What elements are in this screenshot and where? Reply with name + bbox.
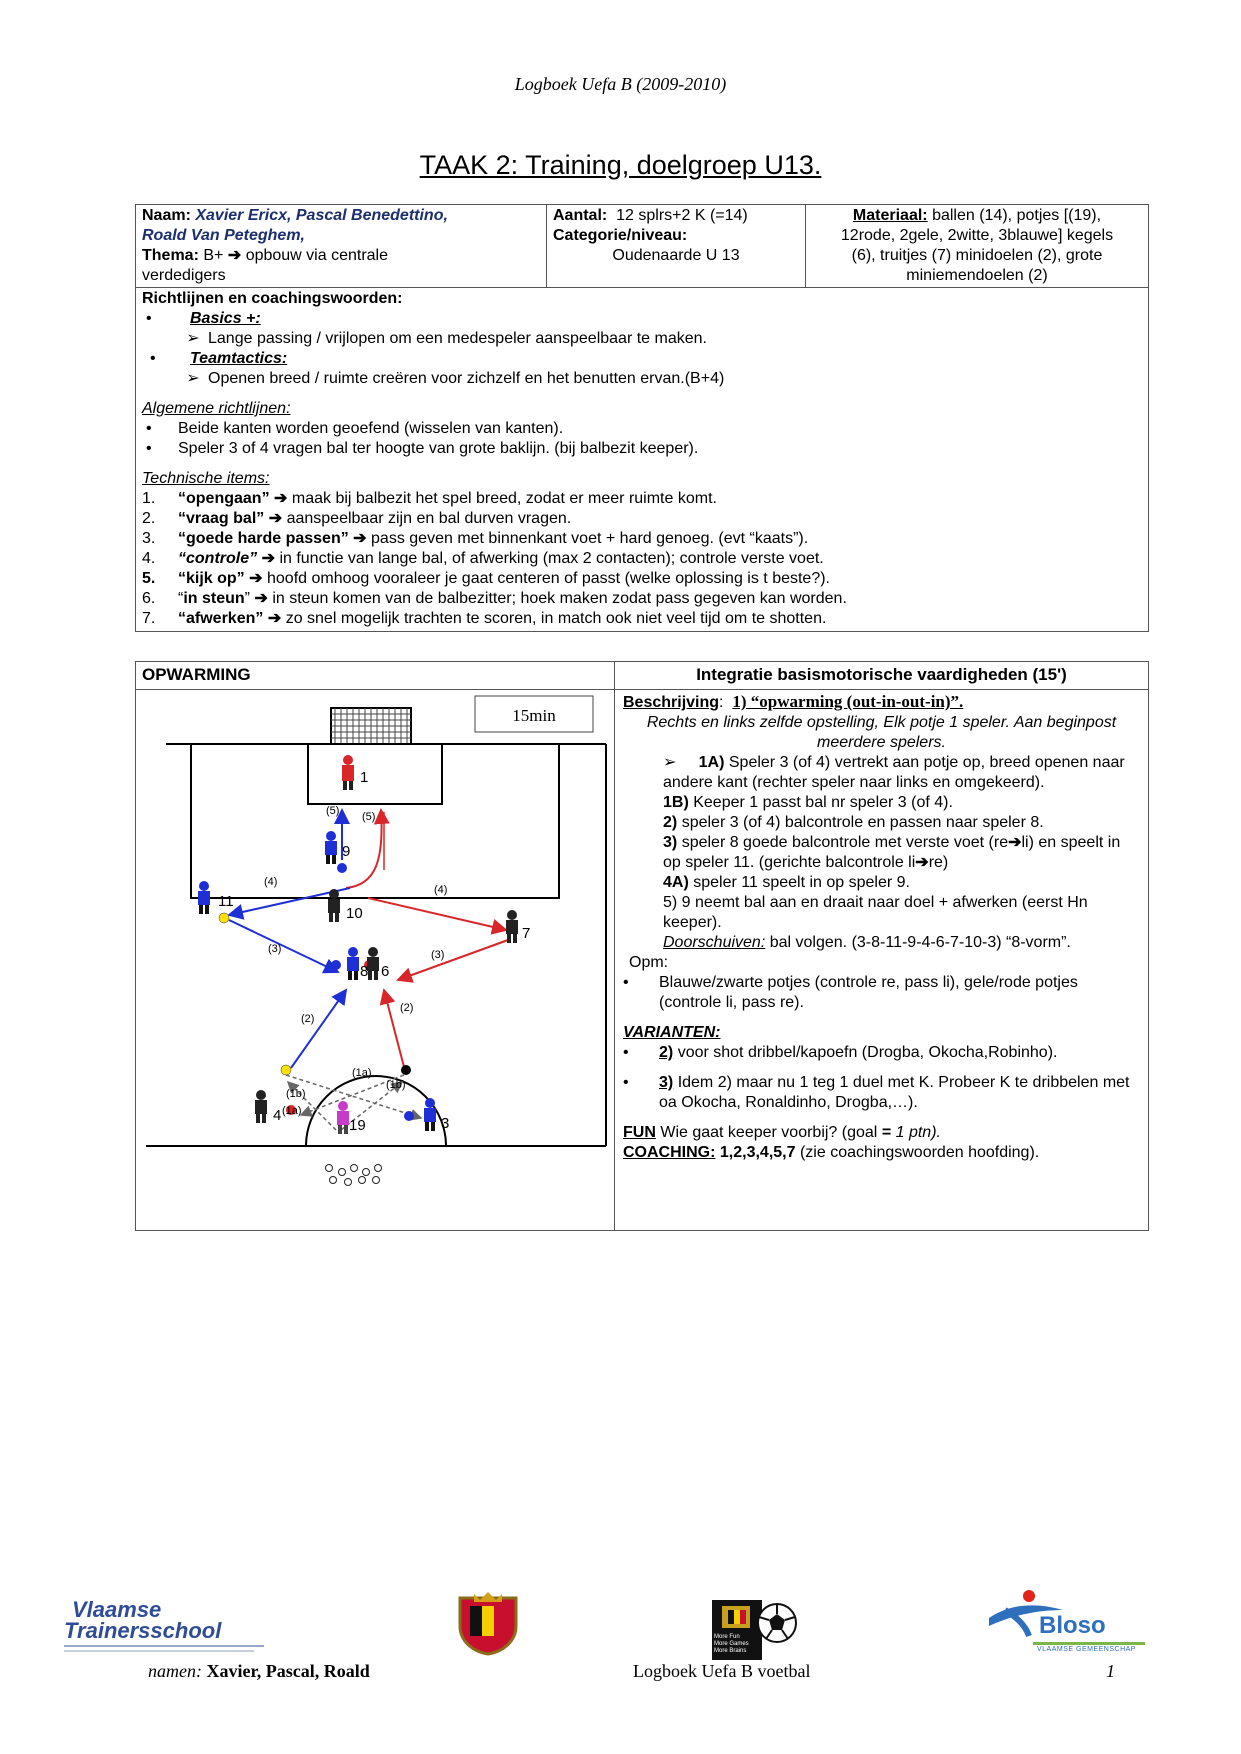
more-fun-logo [712, 1600, 802, 1660]
thema-label: Thema: [142, 247, 199, 264]
label-player-7: 7 [522, 925, 531, 942]
doorschuiven-label: Doorschuiven: [663, 934, 766, 951]
opm-label: Opm: [629, 954, 669, 971]
goal-net [331, 708, 411, 744]
variant-item [623, 1043, 1140, 1063]
variant-text: Idem 2) maar nu 1 teg 1 duel met K. Probeer K te dribbelen met oa Okocha, Ronaldinho, Drogba,…). [659, 1074, 1130, 1111]
item-key: “goede harde passen” [178, 530, 349, 547]
arrowhead-bullet-icon: ➢ [186, 370, 200, 387]
algemene-item: Speler 3 of 4 vragen bal ter hoogte van grote baklijn. (bij balbezit keeper). [178, 440, 699, 457]
beschrijving-label: Beschrijving [623, 694, 720, 711]
label-player-6: 6 [381, 963, 390, 980]
soccer-ball-icon [756, 1602, 798, 1644]
player-keeper [342, 755, 354, 790]
step-5: 5) 9 neemt bal aan en draait naar doel + afwerken (eerst Hn keeper). [663, 894, 1088, 931]
bullet-icon: • [146, 440, 152, 457]
step-1b: Keeper 1 passt bal nr speler 3 (of 4). [693, 794, 953, 811]
teamtactics-item: Openen breed / ruimte creëren voor zichzelf en het benutten ervan.(B+4) [208, 370, 725, 387]
label-pass-3-left: (3) [268, 943, 282, 955]
player-6 [367, 947, 379, 980]
player-11 [198, 881, 210, 914]
footer-names [148, 1661, 370, 1682]
item-key-close-quote: ” [244, 590, 250, 607]
thema-value-a: B+ [203, 247, 224, 264]
logo-vt-underline [64, 1650, 254, 1652]
step-1a: Speler 3 (of 4) vertrekt aan potje op, breed openen naar andere kant (rechter speler naar links en omgekeerd). [663, 754, 1125, 791]
bloso-logo [985, 1588, 1155, 1658]
step-4a-label: 4A) [663, 874, 689, 891]
bullet-icon: • [623, 1044, 629, 1061]
running-head: Logboek Uefa B (2009-2010) [514, 74, 727, 94]
label-pass-2-left: (2) [301, 1013, 315, 1025]
step-2-label: 2) [663, 814, 678, 831]
item-number: 5. [142, 570, 156, 587]
label-pass-1a-left: (1a) [282, 1105, 302, 1117]
richtlijnen-heading: Richtlijnen en coachingswoorden: [142, 290, 403, 307]
materiaal-value-3: (6), truitjes (7) minidoelen (2), grote [851, 247, 1103, 264]
logo-bloso-subtext: VLAAMSE GEMEENSCHAP [1037, 1646, 1136, 1653]
label-player-9: 9 [342, 843, 351, 860]
step-4a: speler 11 speelt in op speler 9. [693, 874, 910, 891]
right-arrow-icon: ➔ [915, 854, 929, 871]
varianten-label: VARIANTEN: [623, 1024, 721, 1041]
technische-item [142, 609, 1142, 629]
aantal-cell [547, 205, 806, 288]
right-arrow-icon: ➔ [227, 247, 242, 264]
item-number: 6. [142, 590, 156, 607]
vlaamse-trainersschool-logo [64, 1597, 274, 1652]
item-text: hoofd omhoog vooraleer je gaat centeren of passt (welke oplossing is t beste?). [267, 570, 830, 587]
richtlijnen-cell [136, 288, 1149, 632]
oefening-table [135, 661, 1149, 1231]
item-number: 3. [142, 530, 156, 547]
arrowhead-bullet-icon: ➢ [186, 330, 200, 347]
step-1a-label: 1A) [698, 754, 725, 771]
basics-item: Lange passing / vrijlopen om een medespeler aanspeelbaar te maken. [208, 330, 707, 347]
label-pass-1b-right: (1b) [386, 1079, 406, 1091]
footer-names-value: Xavier, Pascal, Roald [206, 1661, 370, 1681]
item-key: “kijk op” [178, 570, 245, 587]
right-arrow-icon: ➔ [353, 530, 367, 547]
footer-center: Logboek Uefa B voetbal [633, 1661, 811, 1681]
aantal-value: 12 splrs+2 K (=14) [616, 207, 748, 224]
technische-item [142, 489, 1142, 509]
coaching-text: (zie coachingswoorden hoofding). [799, 1144, 1040, 1161]
step-3b: li) en speelt in op speler 11. (gerichte balcontrole li [663, 834, 1121, 871]
naam-label: Naam: [142, 207, 191, 224]
fun-text-a: Wie gaat keeper voorbij? (goal [660, 1124, 878, 1141]
info-table [135, 204, 1149, 632]
item-text: in steun komen van de balbezitter; hoek maken zodat pass gegeven kan worden. [272, 590, 847, 607]
belgian-fa-crest-icon [452, 1590, 524, 1656]
logo-bloso-bar [1033, 1642, 1145, 1645]
item-number: 7. [142, 610, 156, 627]
coaching-label: COACHING: [623, 1144, 716, 1161]
right-arrow-icon: ➔ [268, 510, 283, 527]
beschrijving-cell [615, 690, 1149, 1231]
item-text: zo snel mogelijk trachten te scoren, in match ook niet veel tijd om te shotten. [285, 610, 827, 627]
logo-mf-line2: More Games [714, 1641, 749, 1647]
variant-text: voor shot dribbel/kapoefn (Drogba, Okocha,Robinho). [677, 1044, 1058, 1061]
variant-number: 2) [659, 1044, 674, 1061]
item-text: pass geven met binnenkant voet + hard genoeg. (evt “kaats”). [371, 530, 809, 547]
aantal-label: Aantal: [553, 207, 608, 224]
player-10 [328, 889, 340, 922]
right-arrow-icon: ➔ [254, 590, 268, 607]
footer-names-label: namen: [148, 1661, 202, 1681]
naam-value-1: Xavier Ericx, Pascal Benedettino, [195, 207, 448, 224]
step-3a: speler 8 goede balcontrole met verste voet (re [681, 834, 1009, 851]
bullet-icon: • [146, 310, 152, 327]
label-player-4: 4 [273, 1107, 282, 1124]
page-number: 1 [1106, 1661, 1115, 1681]
algemene-item: Beide kanten worden geoefend (wisselen van kanten). [178, 420, 564, 437]
beschrijving-colon: : [719, 694, 724, 711]
naam-cell [136, 205, 547, 288]
variant-number: 3) [659, 1074, 674, 1091]
beschrijving-intro: Rechts en links zelfde opstelling, Elk potje 1 speler. Aan beginpost meerdere spelers. [646, 714, 1117, 751]
player-7 [506, 910, 518, 943]
time-label: 15min [512, 706, 556, 725]
item-key: “afwerken” [178, 610, 264, 627]
materiaal-cell [806, 205, 1149, 288]
basics-label: Basics +: [190, 310, 261, 327]
materiaal-value-4: miniemendoelen (2) [906, 267, 1048, 284]
player-3 [424, 1098, 436, 1131]
logo-mf-shield-icon [720, 1604, 752, 1630]
label-pass-3-right: (3) [431, 949, 445, 961]
technische-item [142, 529, 1142, 549]
categorie-value: Oudenaarde U 13 [612, 247, 740, 264]
algemene-label: Algemene richtlijnen: [142, 400, 291, 417]
right-arrow-icon: ➔ [274, 490, 288, 507]
label-player-8: 8 [360, 963, 369, 980]
thema-value-c: verdedigers [142, 267, 226, 284]
player-9 [325, 831, 337, 864]
label-pass-4-left: (4) [264, 876, 278, 888]
naam-value-2: Roald Van Peteghem, [142, 227, 305, 244]
item-key: “opengaan” [178, 490, 270, 507]
fun-equals: = [881, 1124, 892, 1141]
logo-bloso-text: Bloso [1039, 1612, 1106, 1639]
materiaal-label: Materiaal: [852, 207, 928, 224]
fun-text-b: 1 ptn). [895, 1124, 941, 1141]
item-key: “vraag bal” [178, 510, 265, 527]
label-player-19: 19 [349, 1117, 366, 1134]
page-title: TAAK 2: Training, doelgroep U13. [419, 150, 822, 180]
technische-item [142, 589, 1142, 609]
fun-label: FUN [623, 1124, 656, 1141]
item-number: 1. [142, 490, 156, 507]
right-arrow-icon: ➔ [249, 570, 263, 587]
step-2: speler 3 (of 4) balcontrole en passen naar speler 8. [681, 814, 1044, 831]
logo-mf-line1: More Fun [714, 1634, 740, 1640]
label-player-11: 11 [218, 893, 234, 910]
item-text: maak bij balbezit het spel breed, zodat er meer ruimte komt. [291, 490, 717, 507]
technische-item [142, 549, 1142, 569]
player-8 [347, 947, 359, 980]
technische-label: Technische items: [142, 470, 270, 487]
right-arrow-icon: ➔ [1008, 834, 1022, 851]
step-3-label: 3) [663, 834, 678, 851]
technische-item [142, 509, 1142, 529]
bullet-icon: • [150, 350, 156, 367]
label-pass-1b-left: (1b) [286, 1088, 306, 1100]
label-pass-2-right: (2) [400, 1002, 414, 1014]
right-arrow-icon: ➔ [267, 610, 282, 627]
variant-item [623, 1073, 1140, 1113]
label-pass-5-left: (5) [326, 805, 340, 817]
coaching-numbers: 1,2,3,4,5,7 [719, 1144, 796, 1161]
item-text: aanspeelbaar zijn en bal durven vragen. [286, 510, 572, 527]
oefening-left-title: OPWARMING [136, 662, 615, 690]
bullet-icon: • [623, 974, 629, 991]
ball-icons [326, 1165, 382, 1186]
beschrijving-title: 1) “opwarming (out-in-out-in)”. [732, 692, 964, 711]
item-number: 2. [142, 510, 156, 527]
logo-mf-line3: More Brains [714, 1648, 747, 1654]
label-player-10: 10 [346, 905, 363, 922]
label-player-3: 3 [441, 1115, 450, 1132]
item-number: 4. [142, 550, 156, 567]
label-player-1: 1 [360, 769, 369, 786]
teamtactics-label: Teamtactics: [190, 350, 288, 367]
opm-item: Blauwe/zwarte potjes (controle re, pass li), gele/rode potjes (controle li, pass re). [659, 974, 1078, 1011]
label-pass-4-right: (4) [434, 884, 448, 896]
logo-vt-underline [64, 1645, 264, 1647]
thema-value-b: opbouw via centrale [245, 247, 388, 264]
materiaal-value-2: 12rode, 2gele, 2witte, 3blauwe] kegels [840, 227, 1114, 244]
materiaal-value-1: ballen (14), potjes [(19), [932, 207, 1102, 224]
logo-vt-line1: Vlaamse [72, 1597, 162, 1622]
step-3c: re) [928, 854, 949, 871]
pitch-diagram [136, 690, 614, 1230]
label-pass-1a-right: (1a) [352, 1067, 372, 1079]
item-key: in steun [183, 590, 245, 607]
step-1b-label: 1B) [663, 794, 689, 811]
oefening-right-title: Integratie basismotorische vaardigheden (15') [615, 662, 1149, 690]
item-key-open-quote: “ [178, 590, 184, 607]
doorschuiven-text: bal volgen. (3-8-11-9-4-6-7-10-3) “8-vorm”. [769, 934, 1071, 951]
item-text: in functie van lange bal, of afwerking (max 2 contacten); controle verste voet. [279, 550, 824, 567]
categorie-label: Categorie/niveau: [553, 227, 688, 244]
right-arrow-icon: ➔ [261, 550, 275, 567]
logo-vt-line2: Trainersschool [64, 1618, 222, 1643]
item-key: “controle” [178, 550, 258, 567]
arrowhead-bullet-icon: ➢ [663, 754, 677, 771]
player-4 [255, 1090, 267, 1123]
technische-item [142, 569, 1142, 589]
bullet-icon: • [146, 420, 152, 437]
bullet-icon: • [623, 1074, 629, 1091]
label-pass-5-right: (5) [362, 811, 376, 823]
diagram-cell [136, 690, 615, 1231]
